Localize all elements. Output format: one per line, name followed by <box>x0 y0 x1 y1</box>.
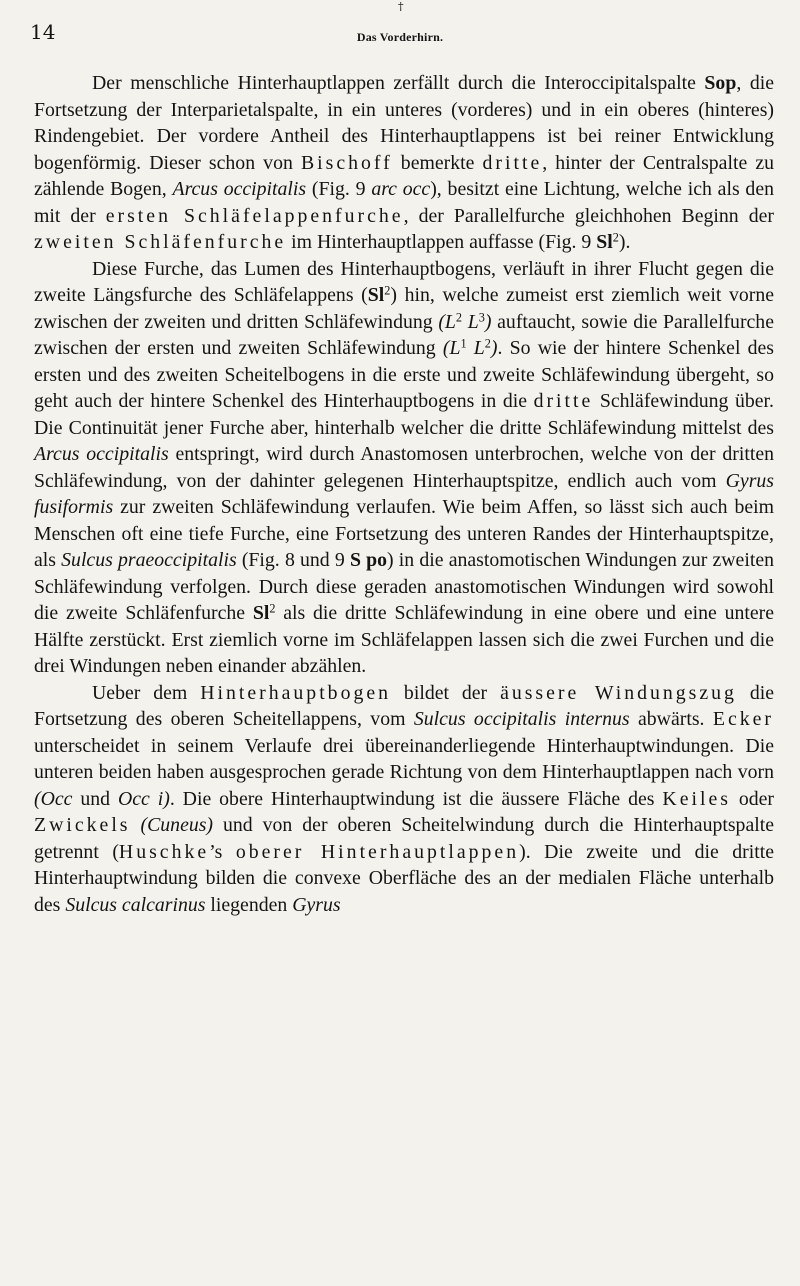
text-run: , der Parallelfurche gleichhohen Beginn der <box>403 204 775 227</box>
italic-term: L <box>466 337 485 359</box>
italic-term: Arcus occipitalis <box>34 443 169 465</box>
italic-term: (L <box>438 310 456 333</box>
text-run: . Die obere Hinterhauptwindung ist die äussere Fläche des <box>169 787 663 810</box>
text-run: im Hinterhauptlappen auffasse (Fig. 9 <box>286 231 597 253</box>
spaced-name: zweiten Schläfenfurche <box>34 231 287 253</box>
text-run: zur zweiten Schläfewindung verlaufen. Wie beim Affen, so lässt sich auch beim Menschen oft eine tiefe Furche, eine Fortsetzung des unteren Randes der Hinterhauptspitze, als <box>34 496 774 571</box>
text-run: ), besitzt eine Lichtung, welche ich als den mit der <box>34 178 774 227</box>
spaced-name: Zwickels <box>34 814 131 836</box>
italic-term: Sulcus occipitalis internus <box>413 708 630 730</box>
text-run: Ueber dem <box>92 681 201 704</box>
paragraph <box>34 680 774 919</box>
text-run: ). <box>618 231 631 253</box>
paragraph <box>34 70 774 256</box>
spaced-name: Keiles <box>662 787 731 810</box>
text-run: als die dritte Schläfewindung in eine obere und eine untere Hälfte zerstückt. Erst ziemlich vorne im Schläfelappen lassen sich die zwei Furchen und die drei Windungen neben einander abzählen. <box>34 602 774 677</box>
printer-mark: † <box>398 0 404 13</box>
text-run <box>131 814 141 836</box>
page-number: 14 <box>30 20 56 44</box>
text-run: ) in die anastomotischen Windungen zur zweiten Schläfewindung verfolgen. Durch diese geraden anastomotischen Windungen wird sowohl die zweite Schläfenfurche <box>34 549 774 624</box>
text-run: Schläfewindung über. Die Continuität jener Furche aber, hinterhalb welcher die dritte Schläfewindung mittelst des <box>34 390 774 439</box>
spaced-name: Bischoff <box>300 151 393 174</box>
text-run: die Fortsetzung des oberen Scheitellappens, vom <box>34 681 774 730</box>
italic-term: (Occ <box>34 787 73 810</box>
spaced-name: Ecker <box>712 708 774 730</box>
text-run: bemerkte <box>392 151 483 174</box>
sulcus-abbreviation: S po <box>349 549 388 571</box>
spaced-name: Hinterhauptbogen <box>200 681 392 704</box>
text-run: und von der oberen Scheitelwindung durch die Hinterhauptspalte getrennt ( <box>34 814 775 863</box>
paragraph <box>34 256 774 680</box>
text-run: entspringt, wird durch Anastomosen unterbrochen, welche von der dritten Schläfewindung, von der dahinter gelegenen Hinterhauptspitze, endlich auch vom <box>34 443 774 492</box>
text-run: , die Fortsetzung der Interparietalspalte, in ein unteres (vorderes) und in ein oberes (hinteres) Rindengebiet. Der vordere Antheil des Hinterhauptlappens ist bei reiner Entwicklung bogenförmig. Dieser schon von <box>34 72 774 174</box>
sulcus-abbreviation: Sl <box>367 284 385 306</box>
italic-term: ) <box>490 337 498 359</box>
text-run: bildet der <box>391 681 501 704</box>
text-run: unterscheidet in seinem Verlaufe drei übereinanderliegende Hinterhauptwindungen. Die unteren beiden haben ausgesprochen gerade Richtung von dem Hinterhauptlappen nach vorn <box>34 734 774 783</box>
spaced-name: ersten Schläfelappenfurche <box>105 204 404 227</box>
italic-term: (L <box>442 337 461 359</box>
italic-term: Gyrus fusiformis <box>34 469 774 518</box>
text-run: und <box>72 787 118 810</box>
body-text <box>34 70 774 918</box>
superscript: 2 <box>455 309 463 324</box>
italic-term: Sulcus calcarinus <box>65 893 206 916</box>
sulcus-abbreviation: Sl <box>252 602 270 624</box>
text-run: ) hin, welche zumeist erst ziemlich weit vorne zwischen der zweiten und dritten Schläfewindung <box>34 284 774 333</box>
spaced-name: äussere Windungszug <box>500 681 737 704</box>
text-run: (Fig. 8 und 9 <box>236 549 350 571</box>
spaced-name: Huschke <box>118 840 210 863</box>
running-head: Das Vorderhirn. <box>356 30 444 44</box>
sulcus-abbreviation: Sl <box>596 231 613 253</box>
superscript: 2 <box>269 601 276 616</box>
text-run: liegenden <box>205 893 293 916</box>
italic-term: ) <box>484 310 492 333</box>
text-run: (Fig. 9 <box>306 178 372 200</box>
italic-term: Sulcus praeoccipitalis <box>61 549 237 571</box>
text-run: auftaucht, sowie die Parallelfurche zwischen der ersten und zweiten Schläfewindung <box>34 310 774 359</box>
superscript: 2 <box>484 336 491 351</box>
text-run: Diese Furche, das Lumen des Hinterhauptbogens, verläuft in ihrer Flucht gegen die zweite Längsfurche des Schläfelappens ( <box>34 257 774 306</box>
italic-term: Gyrus <box>292 893 341 916</box>
text-run: oder <box>730 787 775 810</box>
italic-term: (Cuneus) <box>140 814 214 836</box>
italic-term: L <box>462 310 479 333</box>
superscript: 1 <box>460 336 467 351</box>
italic-term: Occ i) <box>117 787 170 810</box>
italic-term: arc occ <box>371 178 431 200</box>
text-run: , hinter der Centralspalte zu zählende Bogen, <box>34 151 774 200</box>
text-run: abwärts. <box>629 708 713 730</box>
spaced-name: dritte <box>482 151 543 174</box>
text-run: ’s <box>209 840 236 863</box>
spaced-name: dritte <box>533 390 594 412</box>
text-run: ). Die zweite und die dritte Hinterhauptwindung bilden die convexe Oberfläche des an der medialen Fläche unterhalb des <box>34 840 775 916</box>
superscript: 2 <box>612 230 619 245</box>
spaced-name: oberer Hinterhauptlappen <box>235 840 520 863</box>
text-run: . So wie der hintere Schenkel des ersten und des zweiten Scheitelbogens in die erste und zweite Schläfewindung übergeht, so geht auch der hintere Schenkel des Hinterhauptbogens in die <box>34 337 774 412</box>
superscript: 2 <box>384 283 391 298</box>
text-run: Der menschliche Hinterhauptlappen zerfällt durch die Interoccipitalspalte <box>92 72 705 94</box>
sulcus-abbreviation: Sop <box>704 72 737 94</box>
italic-term: Arcus occipitalis <box>172 178 307 200</box>
superscript: 3 <box>478 309 485 324</box>
